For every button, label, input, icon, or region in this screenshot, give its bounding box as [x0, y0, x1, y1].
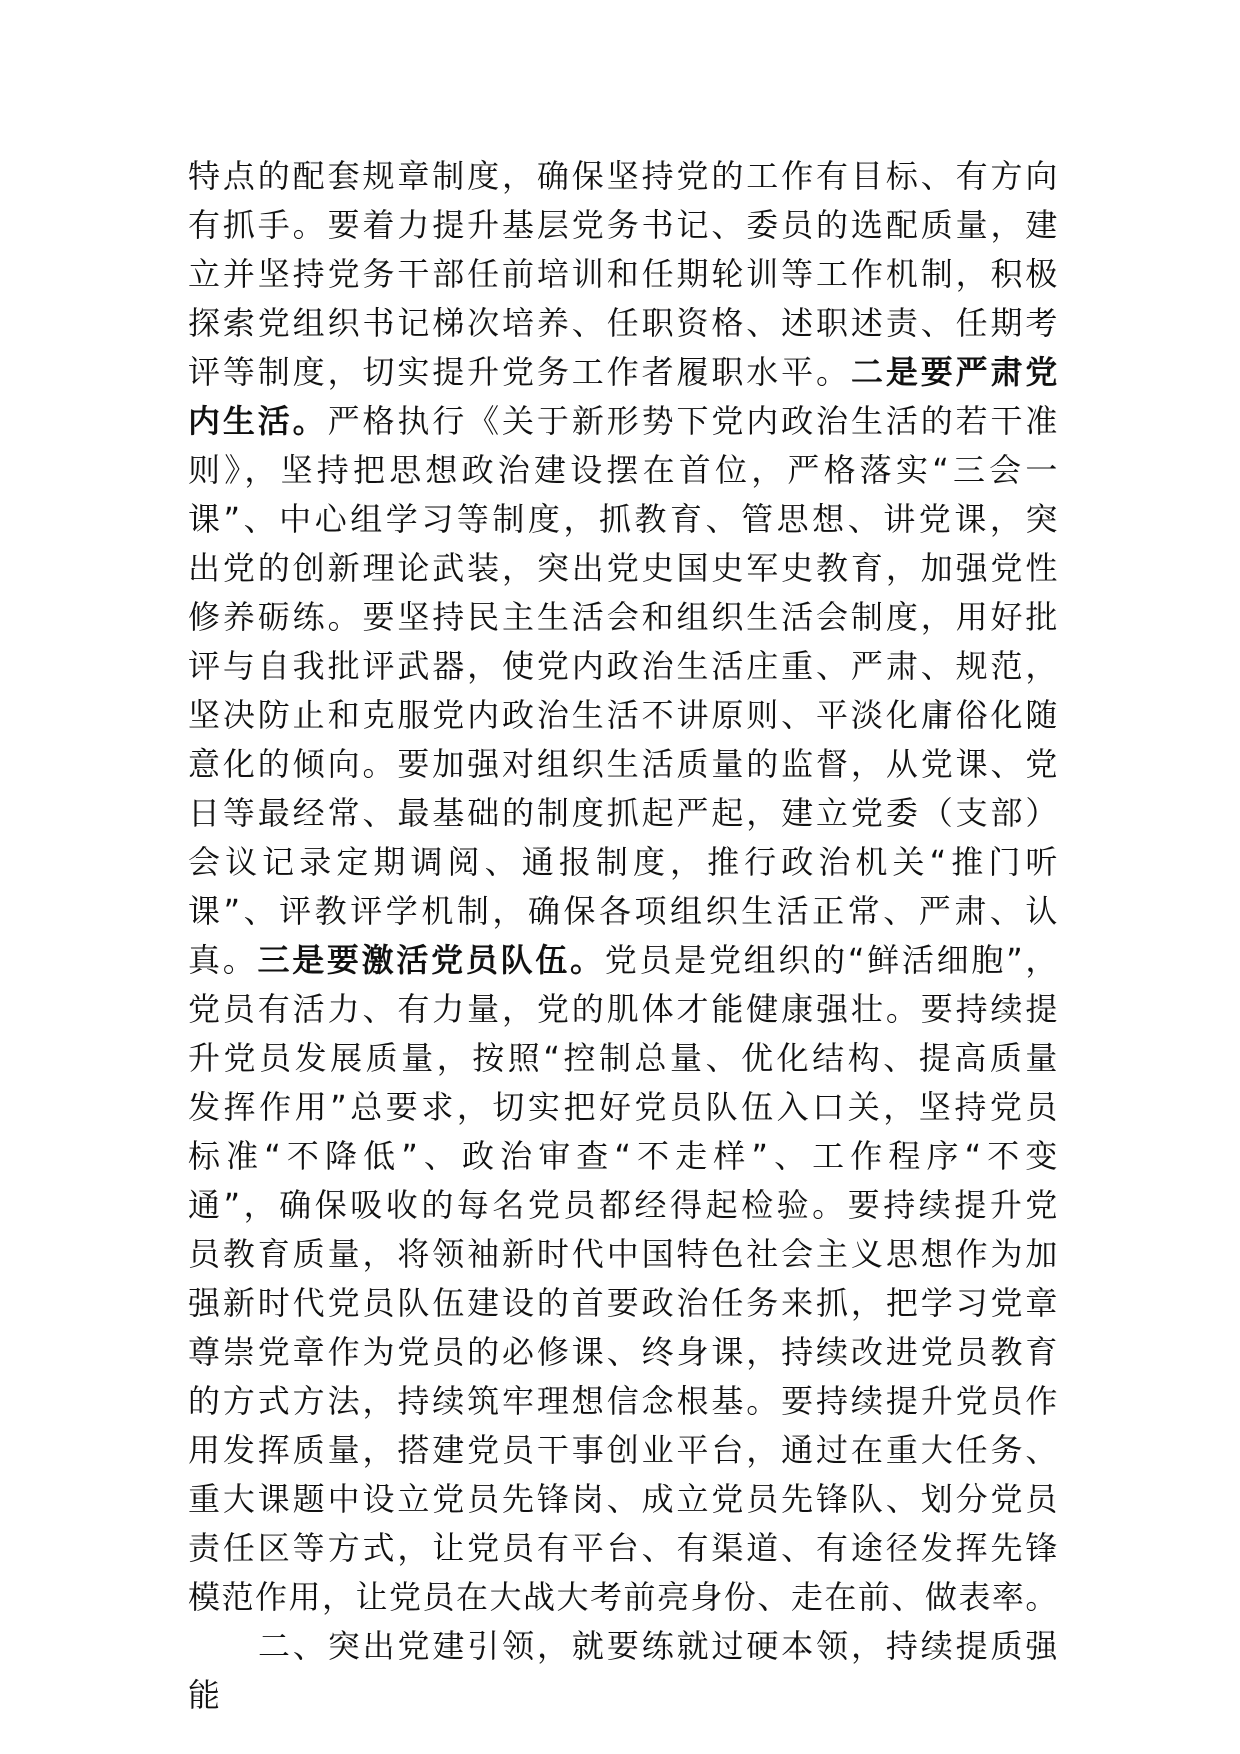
text-run: 则》，坚持把思想政治建设摆在首位，严格落实“三会一	[188, 451, 1058, 489]
text-line	[188, 985, 1058, 1034]
text-run: 能	[188, 1676, 221, 1714]
text-run: 特点的配套规章制度，确保坚持党的工作有目标、有方向	[188, 157, 1058, 195]
bold-lead-phrase: 二是要严肃党	[850, 353, 1058, 391]
text-run: 坚决防止和克服党内政治生活不讲原则、平淡化庸俗化随	[188, 696, 1058, 734]
text-line	[188, 740, 1058, 789]
text-run: 探索党组织书记梯次培养、任职资格、述职述责、任期考	[188, 304, 1058, 342]
text-line	[188, 1181, 1058, 1230]
text-line	[188, 936, 1058, 985]
text-run: 出党的创新理论武装，突出党史国史军史教育，加强党性	[188, 549, 1058, 587]
text-line	[188, 1573, 1058, 1622]
text-line	[188, 593, 1058, 642]
text-line	[188, 299, 1058, 348]
bold-lead-phrase: 三是要激活党员队伍。	[257, 941, 605, 979]
text-line	[188, 1328, 1058, 1377]
text-run: 模范作用，让党员在大战大考前亮身份、走在前、做表率。	[188, 1578, 1058, 1616]
text-line	[188, 1083, 1058, 1132]
bold-lead-phrase: 内生活。	[188, 402, 328, 440]
text-line	[188, 642, 1058, 691]
body-text	[188, 152, 1058, 1720]
text-run: 会议记录定期调阅、通报制度，推行政治机关“推门听	[188, 843, 1058, 881]
text-run: 评与自我批评武器，使党内政治生活庄重、严肃、规范，	[188, 647, 1058, 685]
text-run: 员教育质量，将领袖新时代中国特色社会主义思想作为加	[188, 1235, 1058, 1273]
text-line	[188, 789, 1058, 838]
text-run: 强新时代党员队伍建设的首要政治任务来抓，把学习党章	[188, 1284, 1058, 1322]
text-run: 的方式方法，持续筑牢理想信念根基。要持续提升党员作	[188, 1382, 1058, 1420]
text-line	[188, 1132, 1058, 1181]
text-run: 党员有活力、有力量，党的肌体才能健康强壮。要持续提	[188, 990, 1058, 1028]
text-line	[188, 1524, 1058, 1573]
text-run: 有抓手。要着力提升基层党务书记、委员的选配质量，建	[188, 206, 1058, 244]
text-run: 修养砺练。要坚持民主生活会和组织生活会制度，用好批	[188, 598, 1058, 636]
text-run: 真。	[188, 941, 258, 979]
text-line	[188, 201, 1058, 250]
text-line	[188, 397, 1058, 446]
text-line	[188, 152, 1058, 201]
text-line	[188, 495, 1058, 544]
text-run: 立并坚持党务干部任前培训和任期轮训等工作机制，积极	[188, 255, 1058, 293]
text-run: 党员是党组织的“鲜活细胞”，	[604, 941, 1058, 979]
text-run: 通”，确保吸收的每名党员都经得起检验。要持续提升党	[188, 1186, 1058, 1224]
text-run: 责任区等方式，让党员有平台、有渠道、有途径发挥先锋	[188, 1529, 1058, 1567]
text-run: 日等最经常、最基础的制度抓起严起，建立党委（支部）	[188, 794, 1058, 832]
text-run: 用发挥质量，搭建党员干事创业平台，通过在重大任务、	[188, 1431, 1058, 1469]
text-line	[188, 691, 1058, 740]
text-run: 课”、评教评学机制，确保各项组织生活正常、严肃、认	[188, 892, 1058, 930]
text-run: 标准“不降低”、政治审查“不走样”、工作程序“不变	[188, 1137, 1058, 1175]
text-line	[188, 348, 1058, 397]
text-line	[188, 1230, 1058, 1279]
text-run: 升党员发展质量，按照“控制总量、优化结构、提高质量	[188, 1039, 1058, 1077]
text-run: 评等制度，切实提升党务工作者履职水平。	[188, 353, 851, 391]
section-heading-line	[188, 1622, 1058, 1671]
text-line	[188, 1279, 1058, 1328]
text-run: 尊崇党章作为党员的必修课、终身课，持续改进党员教育	[188, 1333, 1058, 1371]
text-run: 严格执行《关于新形势下党内政治生活的若干准	[327, 402, 1058, 440]
text-line	[188, 1034, 1058, 1083]
text-run: 重大课题中设立党员先锋岗、成立党员先锋队、划分党员	[188, 1480, 1058, 1518]
text-line	[188, 250, 1058, 299]
text-line	[188, 1426, 1058, 1475]
text-line	[188, 1671, 1058, 1720]
text-line	[188, 544, 1058, 593]
text-line	[188, 838, 1058, 887]
text-run: 二、突出党建引领，就要练就过硬本领，持续提质强	[258, 1627, 1058, 1665]
text-run: 发挥作用”总要求，切实把好党员队伍入口关，坚持党员	[188, 1088, 1058, 1126]
text-run: 意化的倾向。要加强对组织生活质量的监督，从党课、党	[188, 745, 1058, 783]
text-run: 课”、中心组学习等制度，抓教育、管思想、讲党课，突	[188, 500, 1058, 538]
text-line	[188, 446, 1058, 495]
text-line	[188, 1475, 1058, 1524]
text-line	[188, 887, 1058, 936]
text-line	[188, 1377, 1058, 1426]
